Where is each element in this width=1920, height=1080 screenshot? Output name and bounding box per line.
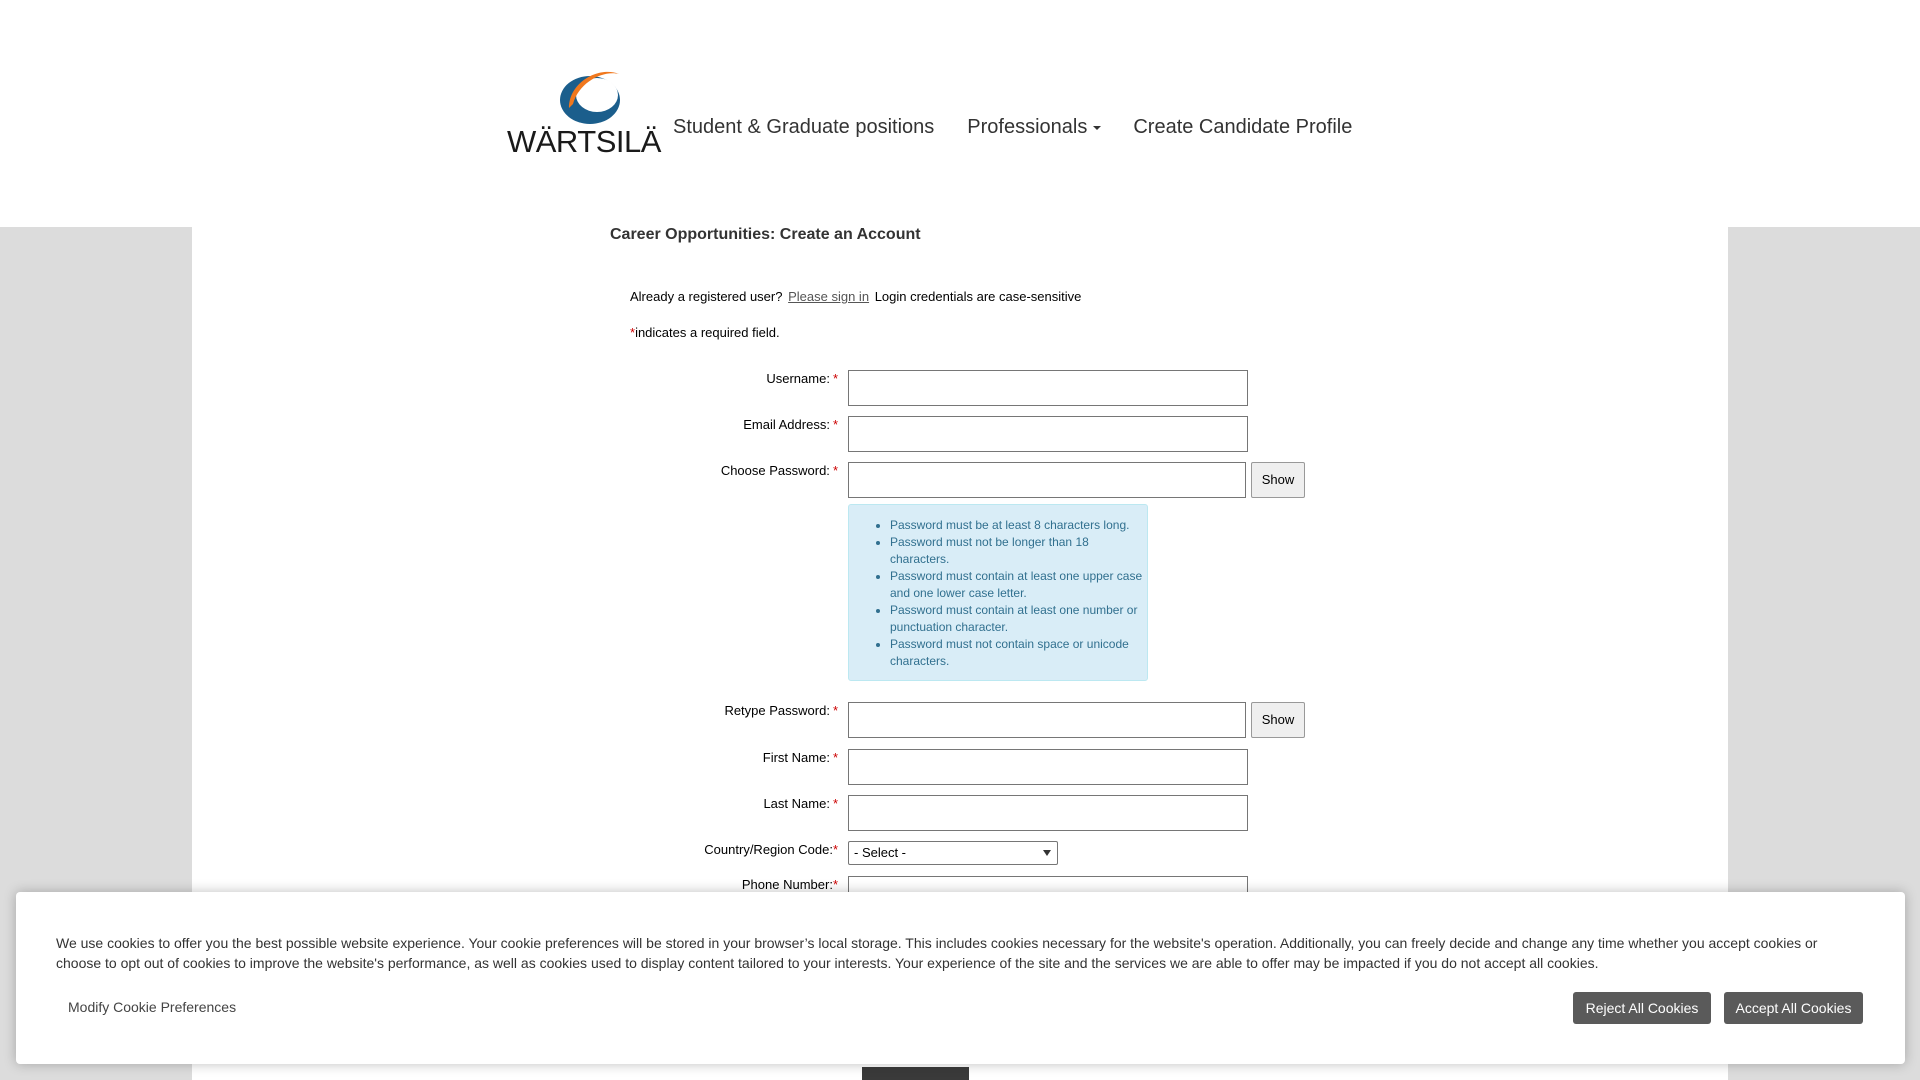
- signin-line: [630, 289, 1081, 304]
- password-rule: • Password must be at least 8 characters long.: [890, 517, 1144, 534]
- username-label-text: Username:: [766, 371, 830, 386]
- password-label-text: Choose Password:: [720, 463, 830, 478]
- required-star: *: [832, 842, 838, 857]
- phone-number-label: [742, 877, 838, 892]
- required-note: [630, 325, 780, 340]
- country-code-selected: - Select -: [854, 845, 907, 860]
- password-rules-list: [890, 517, 1144, 670]
- nav-create-candidate-profile[interactable]: Create Candidate Profile: [1133, 116, 1353, 138]
- nav-student-graduate-positions[interactable]: Student & Graduate positions: [673, 116, 935, 138]
- accept-all-cookies-button[interactable]: Accept All Cookies: [1724, 992, 1863, 1024]
- email-label: [743, 417, 838, 432]
- cookie-banner: [16, 892, 1905, 1064]
- country-code-label: [704, 842, 838, 857]
- required-star: *: [832, 703, 838, 718]
- password-rule: • Password must not be longer than 18 characters.: [890, 534, 1144, 568]
- site-header: [0, 0, 1920, 227]
- required-star: *: [832, 796, 838, 811]
- first-name-label: [763, 750, 838, 765]
- required-star: *: [832, 417, 838, 432]
- password-input[interactable]: [848, 462, 1246, 498]
- phone-label-text: Phone Number:: [741, 877, 833, 892]
- show-retype-password-button[interactable]: Show: [1251, 702, 1305, 738]
- last-name-label-text: Last Name:: [763, 796, 830, 811]
- password-rule: • Password must contain at least one number or punctuation character.: [890, 602, 1144, 636]
- password-rule: • Password must contain at least one upper case and one lower case letter.: [890, 568, 1144, 602]
- retype-password-input[interactable]: [848, 702, 1246, 738]
- logo-wordmark: WÄRTSILÄ: [507, 124, 661, 159]
- modify-cookie-preferences-link[interactable]: Modify Cookie Preferences: [68, 999, 237, 1015]
- password-rule: • Password must not contain space or unicode characters.: [890, 636, 1144, 670]
- required-star: *: [832, 877, 838, 892]
- last-name-label: [763, 796, 838, 811]
- signin-prefix: Already a registered user?: [630, 289, 783, 304]
- please-sign-in-link[interactable]: Please sign in: [788, 289, 870, 304]
- submit-button[interactable]: [862, 1067, 969, 1080]
- reject-all-cookies-button[interactable]: Reject All Cookies: [1573, 992, 1711, 1024]
- password-rules-box: [848, 504, 1148, 681]
- email-input[interactable]: [848, 416, 1248, 452]
- country-label-text: Country/Region Code:: [704, 842, 833, 857]
- nav-professionals-dropdown[interactable]: [967, 115, 1101, 139]
- required-star: *: [832, 371, 838, 386]
- wartsila-logo[interactable]: [507, 68, 661, 160]
- password-label: [721, 463, 838, 478]
- first-name-label-text: First Name:: [762, 750, 830, 765]
- chevron-down-icon: [1093, 126, 1101, 130]
- last-name-input[interactable]: [848, 795, 1248, 831]
- signin-suffix: Login credentials are case-sensitive: [874, 289, 1082, 304]
- chevron-down-icon: [1043, 850, 1051, 856]
- page-title: Career Opportunities: Create an Account: [610, 226, 921, 243]
- required-star: *: [832, 750, 838, 765]
- main-nav: [673, 115, 1352, 139]
- required-star: *: [832, 463, 838, 478]
- cookie-text: We use cookies to offer you the best possible website experience. Your cookie preferences will be stored in your browser’s local storage. This includes cookies necessary for the website's operation. Additionally, you can freely decide and change any time whether you accept cookies or choose to opt out of cookies to improve the website's performance, as well as cookies used to display content tailored to your interests. Your experience of the site and the services we are able to offer may be impacted if you do not accept all cookies.: [56, 935, 1818, 971]
- required-star: *: [630, 325, 636, 340]
- nav-professionals-label: Professionals: [967, 116, 1088, 138]
- email-label-text: Email Address:: [743, 417, 830, 432]
- first-name-input[interactable]: [848, 749, 1248, 785]
- country-code-select[interactable]: [848, 841, 1058, 865]
- retype-password-label: [724, 703, 838, 718]
- required-note-text: indicates a required field.: [635, 325, 780, 340]
- show-password-button[interactable]: Show: [1251, 462, 1305, 498]
- retype-label-text: Retype Password:: [724, 703, 830, 718]
- logo-swirl-icon: [507, 68, 649, 128]
- username-label: [766, 371, 838, 386]
- username-input[interactable]: [848, 370, 1248, 406]
